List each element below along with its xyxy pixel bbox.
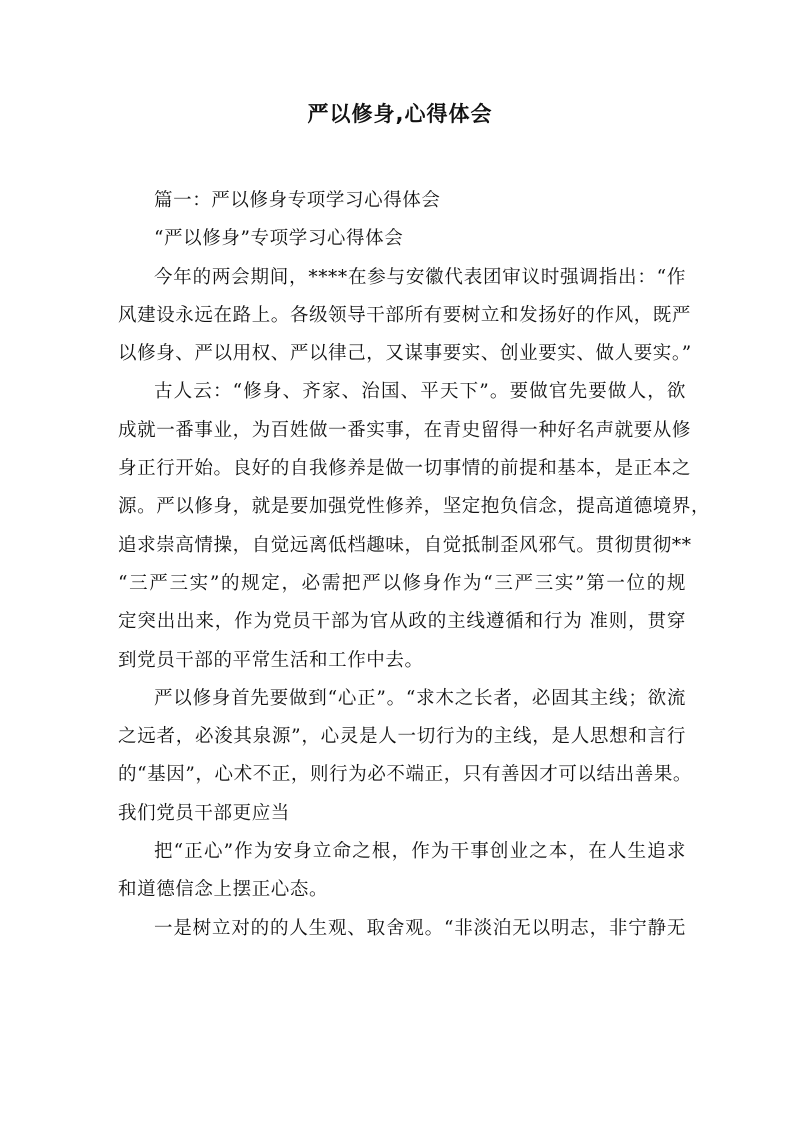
text-line: 源。严以修身，就是要加强党性修养，坚定抱负信念，提高道德境界， xyxy=(118,496,711,518)
text-line: 一是树立对的的人生观、取舍观。“非淡泊无以明志，非宁静无 xyxy=(154,917,686,939)
text-line: 和道德信念上摆正心态。 xyxy=(118,879,329,901)
text-line: 定突出出来，作为党员干部为官从政的主线遵循和行为 准则，贯穿 xyxy=(118,611,686,633)
text-line: 我们党员干部更应当 xyxy=(118,802,290,824)
text-line: “三严三实”的规定，必需把严以修身作为“三严三实”第一位的规 xyxy=(118,572,686,594)
text-line: 风建设永远在路上。各级领导干部所有要树立和发扬好的作风，既严 xyxy=(118,304,692,326)
text-line: 之远者，必浚其泉源”，心灵是人一切行为的主线，是人思想和言行 xyxy=(118,726,686,748)
text-line: 篇一：严以修身专项学习心得体会 xyxy=(154,190,441,211)
text-line: 以修身、严以用权、严以律己，又谋事要实、创业要实、做人要实。” xyxy=(118,343,692,365)
text-line: 追求崇高情操，自觉远离低档趣味，自觉抵制歪风邪气。贯彻贯彻** xyxy=(118,534,692,556)
text-line: “严以修身”专项学习心得体会 xyxy=(154,228,404,250)
text-line: 成就一番事业，为百姓做一番实事，在青史留得一种好名声就要从修 xyxy=(118,419,692,441)
text-line: 把“正心”作为安身立命之根，作为干事创业之本，在人生追求 xyxy=(154,841,686,863)
text-line: 的“基因”，心术不正，则行为必不端正，只有善因才可以结出善果。 xyxy=(118,764,693,786)
text-line: 身正行开始。良好的自我修养是做一切事情的前提和基本，是正本之 xyxy=(118,458,692,480)
text-line: 古人云：“修身、齐家、治国、平天下”。要做官先要做人，欲 xyxy=(154,381,686,403)
text-line: 今年的两会期间，****在参与安徽代表团审议时强调指出：“作 xyxy=(154,266,686,288)
document-body xyxy=(118,182,711,948)
document-title: 严以修身,心得体会 xyxy=(307,102,493,126)
text-line: 到党员干部的平常生活和工作中去。 xyxy=(118,649,424,671)
text-line: 严以修身首先要做到“心正”。“求木之长者，必固其主线；欲流 xyxy=(154,687,686,709)
